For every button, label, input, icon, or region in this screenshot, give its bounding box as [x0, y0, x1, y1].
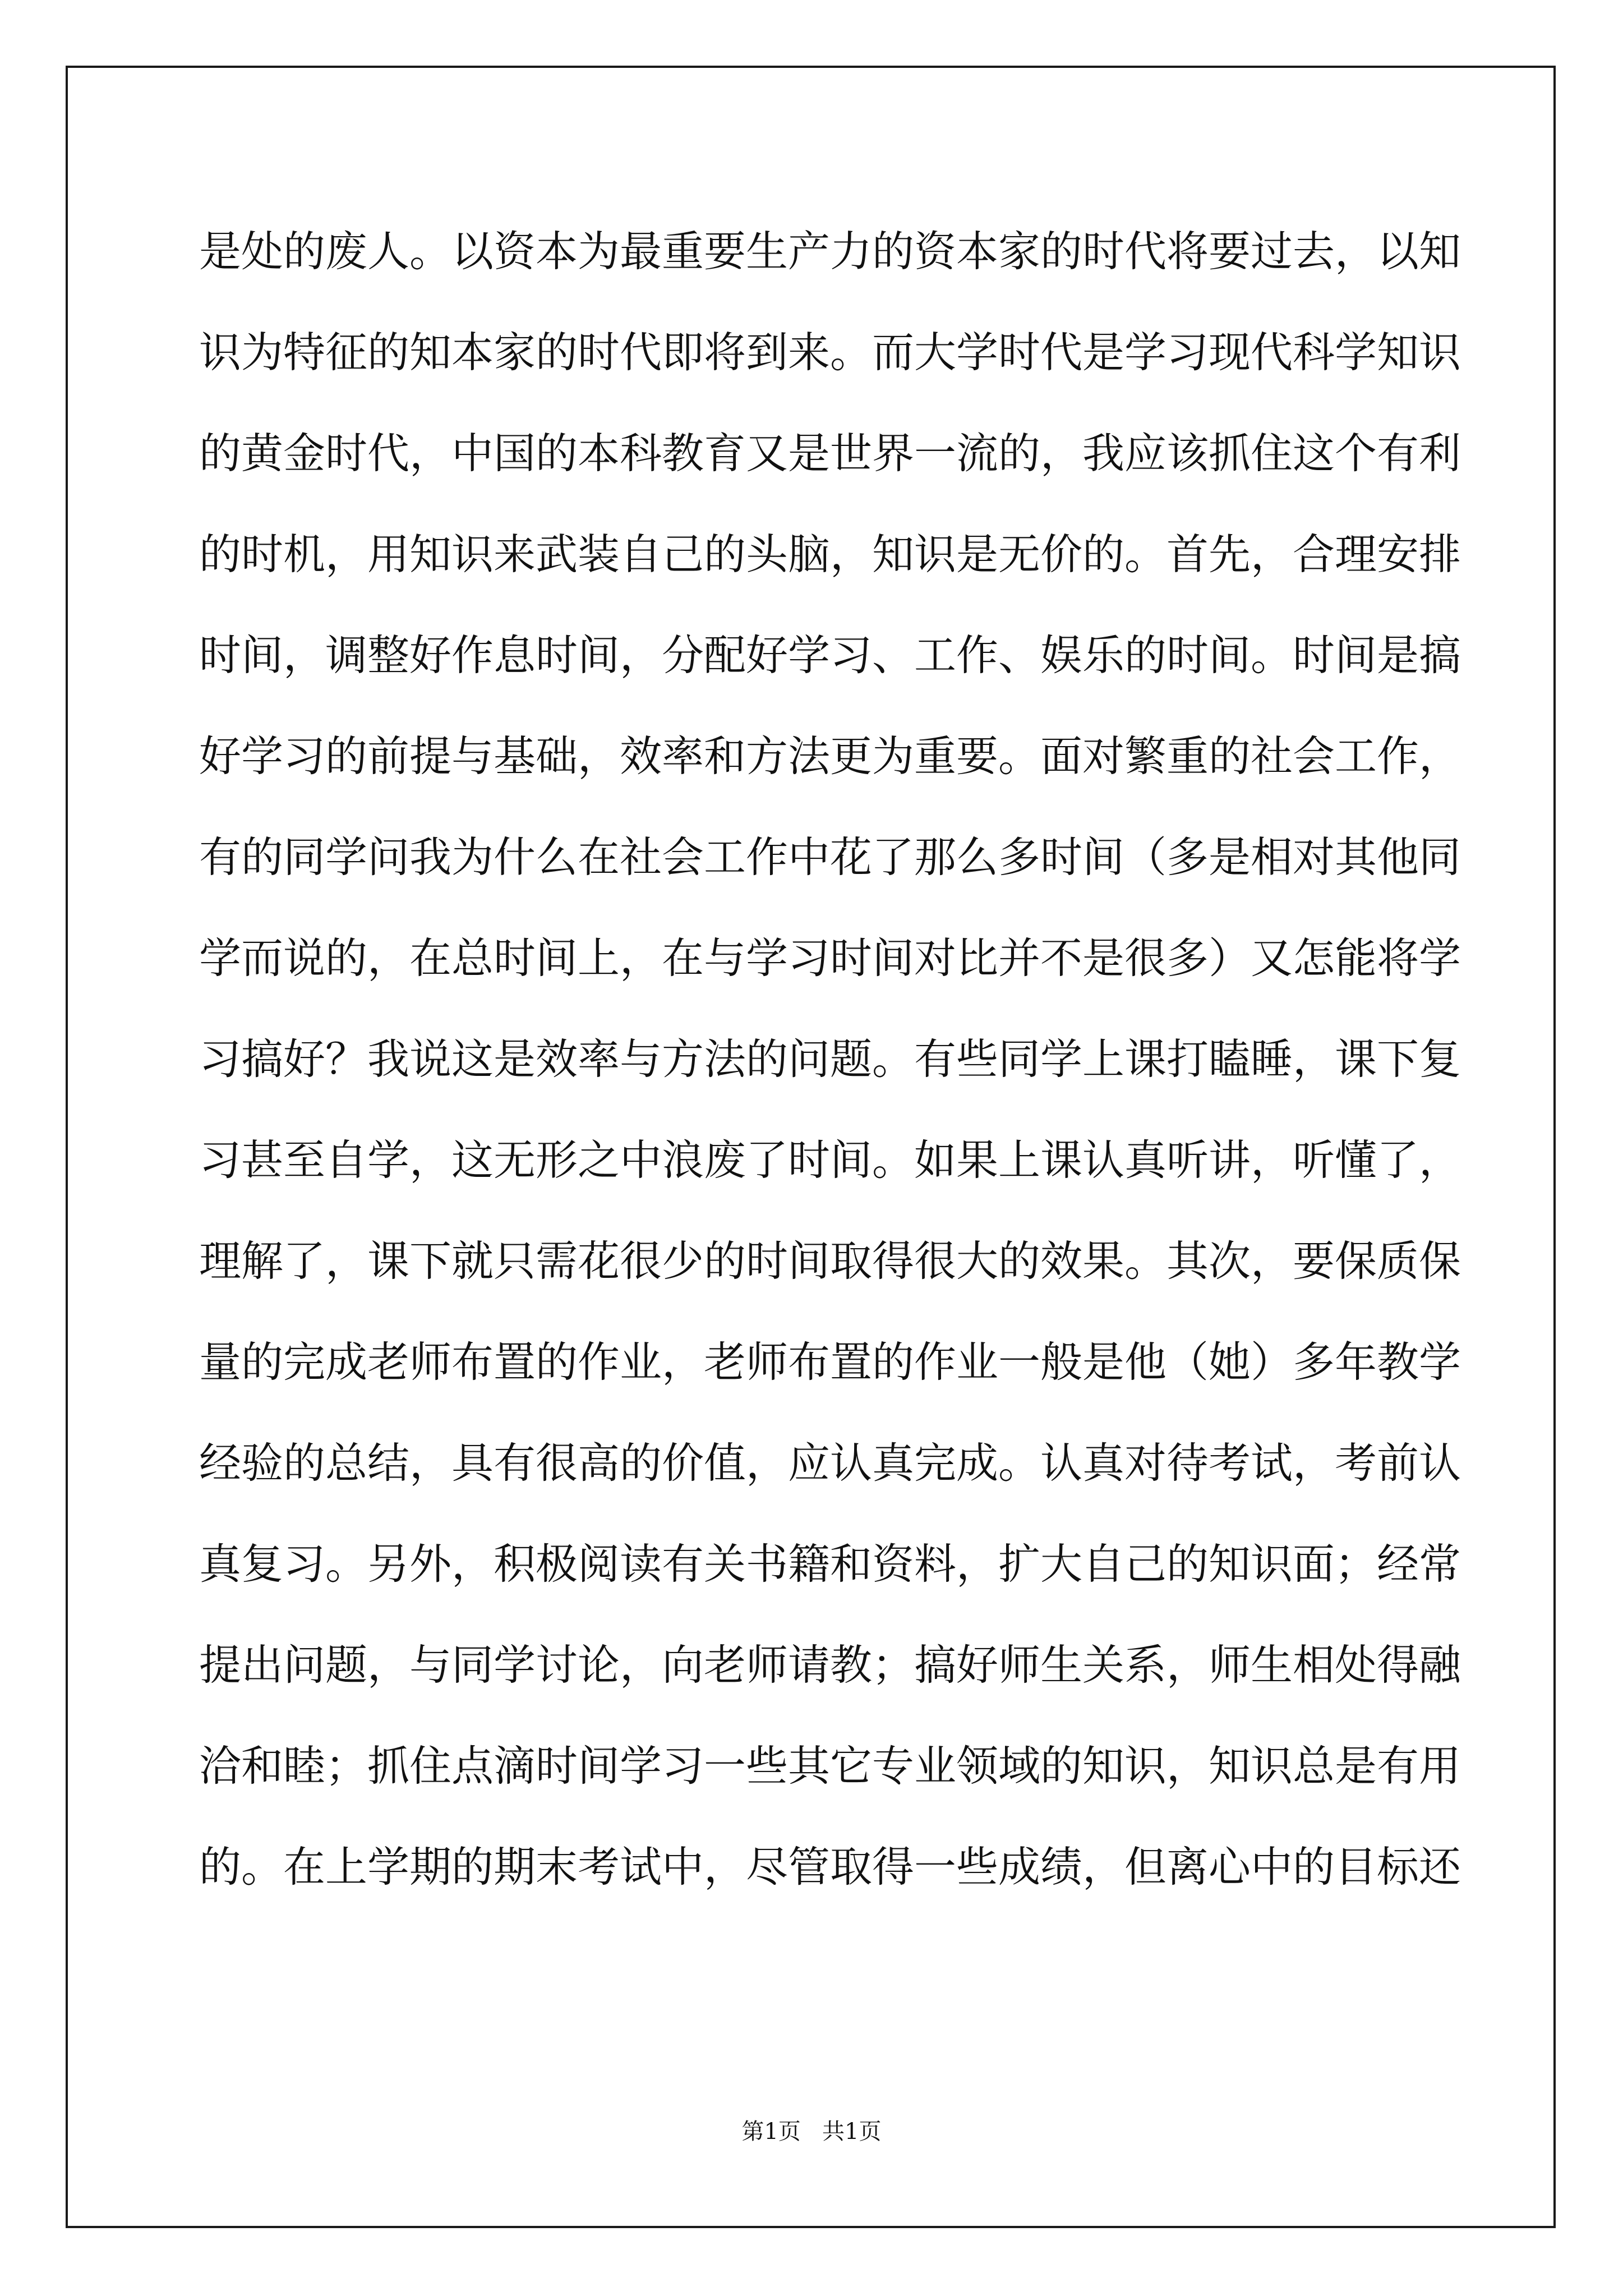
text-line: 习搞好？我说这是效率与方法的问题。有些同学上课打瞌睡，课下复 — [199, 1034, 1461, 1084]
text-line: 有的同学问我为什么在社会工作中花了那么多时间（多是相对其他同 — [199, 832, 1461, 882]
page-footer: 第1页 共1页 — [741, 2119, 882, 2145]
text-line: 好学习的前提与基础，效率和方法更为重要。面对繁重的社会工作， — [199, 731, 1461, 781]
text-line: 量的完成老师布置的作业，老师布置的作业一般是他（她）多年教学 — [199, 1337, 1461, 1387]
text-line: 习甚至自学，这无形之中浪废了时间。如果上课认真听讲，听懂了， — [199, 1135, 1461, 1185]
text-line: 经验的总结，具有很高的价值，应认真完成。认真对待考试，考前认 — [199, 1438, 1461, 1488]
text-line: 的时机，用知识来武装自己的头脑，知识是无价的。首先，合理安排 — [199, 530, 1461, 579]
text-line: 理解了，课下就只需花很少的时间取得很大的效果。其次，要保质保 — [199, 1236, 1461, 1286]
text-line: 学而说的，在总时间上，在与学习时间对比并不是很多）又怎能将学 — [199, 933, 1461, 983]
text-line: 的黄金时代，中国的本科教育又是世界一流的，我应该抓住这个有利 — [199, 429, 1461, 478]
text-line: 是处的废人。以资本为最重要生产力的资本家的时代将要过去，以知 — [199, 227, 1461, 276]
text-line: 识为特征的知本家的时代即将到来。而大学时代是学习现代科学知识 — [199, 328, 1461, 377]
text-line: 真复习。另外，积极阅读有关书籍和资料，扩大自己的知识面；经常 — [199, 1539, 1461, 1589]
text-line: 洽和睦；抓住点滴时间学习一些其它专业领域的知识，知识总是有用 — [199, 1741, 1461, 1791]
text-line: 时间，调整好作息时间，分配好学习、工作、娱乐的时间。时间是搞 — [199, 631, 1461, 680]
text-line: 的。在上学期的期末考试中，尽管取得一些成绩，但离心中的目标还 — [199, 1842, 1461, 1892]
text-line: 提出问题，与同学讨论，向老师请教；搞好师生关系，师生相处得融 — [199, 1640, 1461, 1690]
